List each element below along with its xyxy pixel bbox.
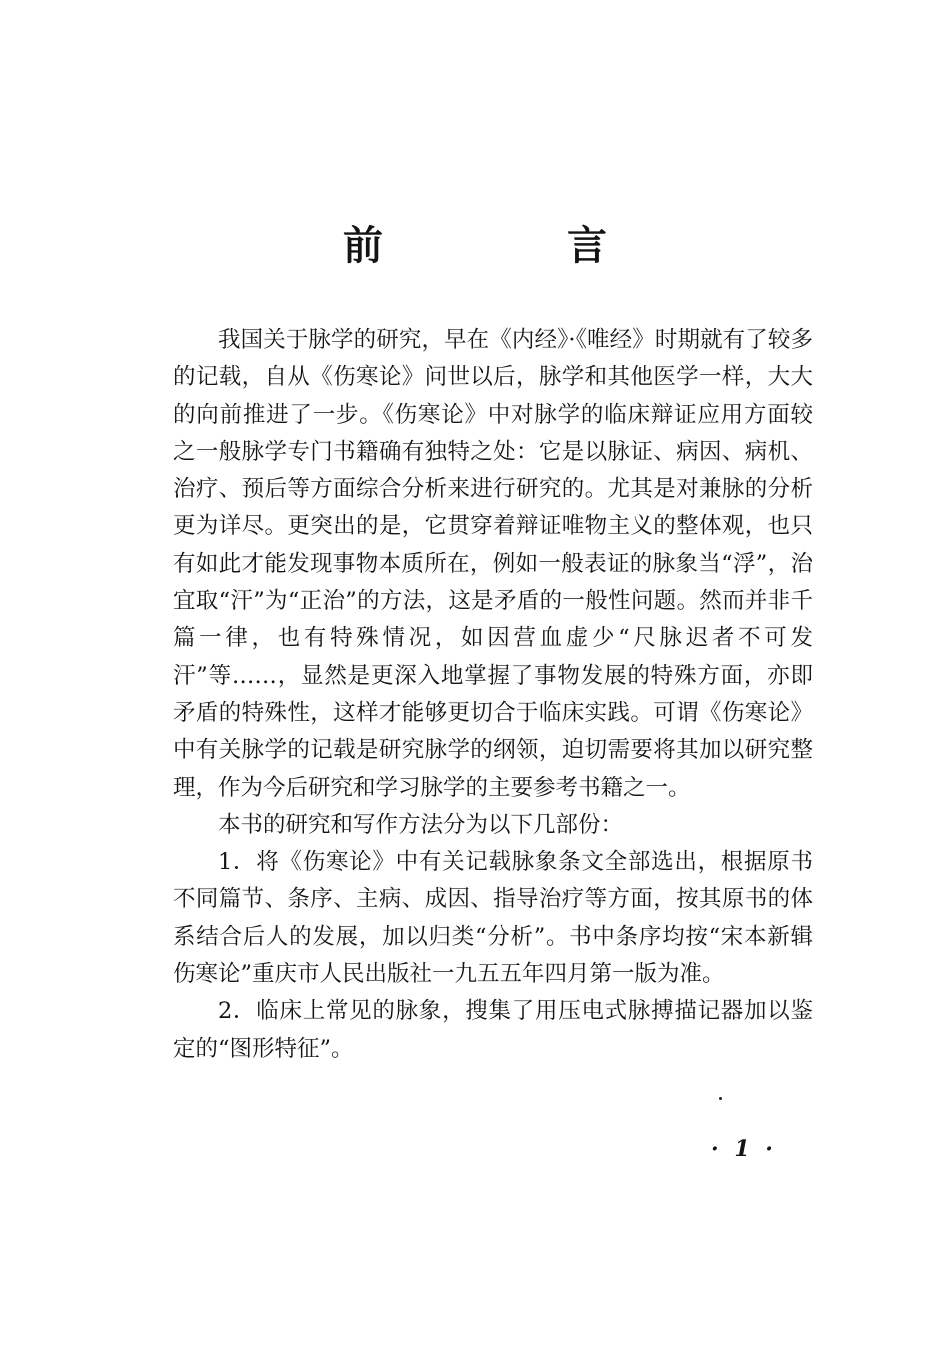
paragraph-method-1: 1．将《伤寒论》中有关记载脉象条文全部选出，根据原书不同篇节、条序、主病、成因、指导治疗等方面，按其原书的体系结合后人的发展，加以归类“分析”。书中条序均按“宋本新辑伤寒论”重庆市人民出版社一九五五年四月第一版为准。 <box>173 849 813 988</box>
paragraph-intro: 我国关于脉学的研究，早在《内经》·《唯经》时期就有了较多的记载，自从《伤寒论》问世以后，脉学和其他医学一样，大大的向前推进了一步。《伤寒论》中对脉学的临床辩证应用方面较之一般脉学专门书籍确有独特之处：它是以脉证、病因、病机、治疗、预后等方面综合分析来进行研究的。尤其是对兼脉的分析更为详尽。更突出的是，它贯穿着辩证唯物主义的整体观，也只有如此才能发现事物本质所在，例如一般表证的脉象当“浮”，治宜取“汗”为“正治”的方法，这是矛盾的一般性问题。然而并非千篇一律，也有特殊情况，如因营血虚少“尺脉迟者不可发汗”等……，显然是更深入地掌握了事物发展的特殊方面，亦即矛盾的特殊性，这样才能够更切合于临床实践。可谓《伤寒论》中有关脉学的记载是研究脉学的纲领，迫切需要将其加以研究整理，作为今后研究和学习脉学的主要参考书籍之一。 <box>173 327 813 801</box>
print-speck <box>719 1097 722 1100</box>
paragraph-method-2: 2．临床上常见的脉象，搜集了用压电式脉搏描记器加以鉴定的“图形特征”。 <box>173 998 813 1062</box>
page-title: 前 言 <box>343 222 679 269</box>
preface-body <box>173 322 813 1068</box>
page-number: · 1 · <box>711 1136 777 1162</box>
paragraph-method-intro: 本书的研究和写作方法分为以下几部份： <box>218 811 624 838</box>
